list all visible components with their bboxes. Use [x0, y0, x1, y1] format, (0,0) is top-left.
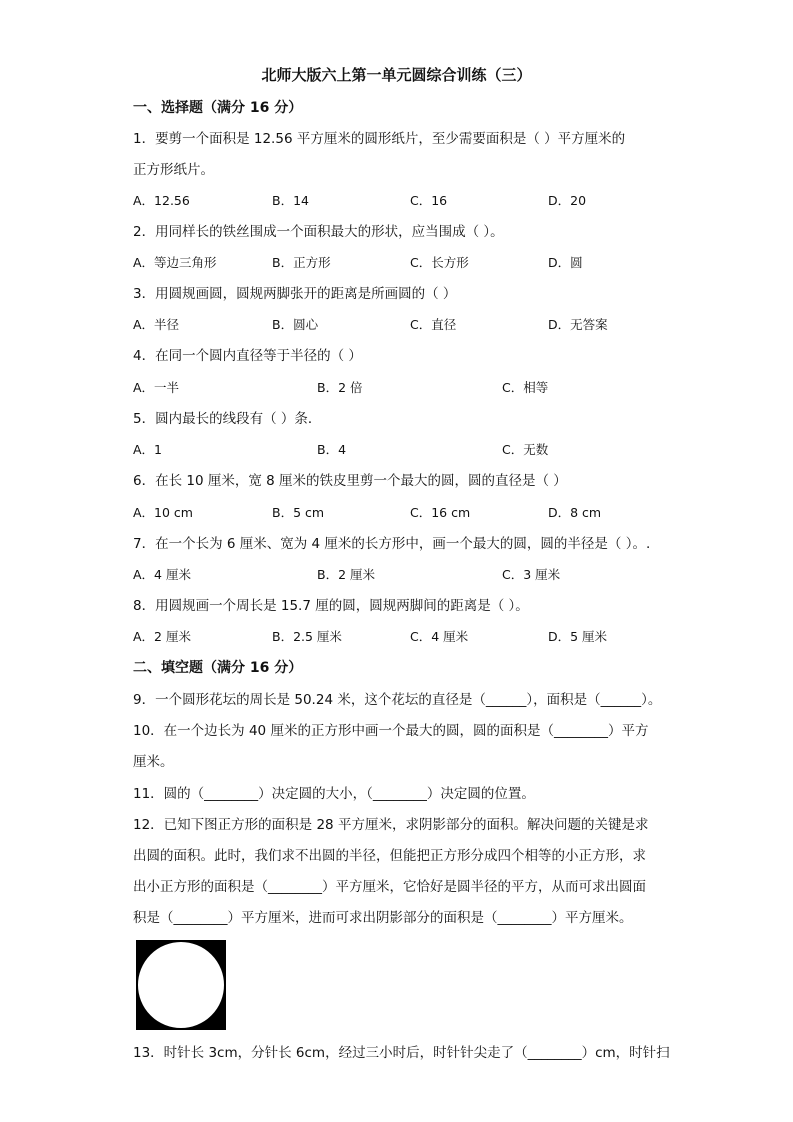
question-8-option-c: C．4 厘米 [410, 629, 469, 644]
question-1-line-1: 1．要剪一个面积是 12.56 平方厘米的圆形纸片，至少需要面积是（ ）平方厘米的 [133, 131, 626, 147]
question-5-option-c: C．无数 [502, 442, 549, 457]
question-12-line-2: 出圆的面积。此时，我们求不出圆的半径，但能把正方形分成四个相等的小正方形，求 [133, 848, 646, 864]
question-7-text: 7．在一个长为 6 厘米、宽为 4 厘米的长方形中，画一个最大的圆，圆的半径是（ ）。. [133, 536, 651, 552]
question-2-text: 2．用同样长的铁丝围成一个面积最大的形状，应当围成（ ）。 [133, 224, 504, 240]
question-9-text: 9．一个圆形花坛的周长是 50.24 米，这个花坛的直径是（______），面积是（______）。 [133, 692, 662, 708]
question-6-option-b: B．5 cm [272, 505, 325, 520]
section-heading-fill-in: 二、填空题（满分 16 分） [133, 660, 303, 676]
question-4-option-a: A．一半 [133, 380, 180, 395]
square-circle-figure [136, 940, 226, 1030]
question-5-text: 5．圆内最长的线段有（ ）条． [133, 411, 322, 427]
question-3-option-a: A．半径 [133, 317, 180, 332]
question-3-text: 3．用圆规画圆，圆规两脚张开的距离是所画圆的（ ） [133, 286, 457, 302]
question-1-line-2: 正方形纸片。 [133, 162, 214, 178]
question-1-option-d: D．20 [548, 193, 587, 208]
question-2-option-a: A．等边三角形 [133, 255, 217, 270]
question-5-option-a: A．1 [133, 442, 163, 457]
question-7-option-c: C．3 厘米 [502, 567, 561, 582]
question-8-text: 8．用圆规画一个周长是 15.7 厘的圆，圆规两脚间的距离是（ ）。 [133, 598, 529, 614]
section-heading-choice: 一、选择题（满分 16 分） [133, 100, 303, 116]
question-3-option-b: B．圆心 [272, 317, 319, 332]
question-12-line-3: 出小正方形的面积是（________）平方厘米，它恰好是圆半径的平方，从而可求出圆面 [133, 879, 646, 895]
question-10-line-2: 厘米。 [133, 754, 174, 770]
question-7-option-a: A．4 厘米 [133, 567, 191, 582]
question-2-option-c: C．长方形 [410, 255, 469, 270]
question-5-option-b: B．4 [317, 442, 347, 457]
question-11-text: 11．圆的（________）决定圆的大小，（________）决定圆的位置。 [133, 786, 535, 802]
question-2-option-d: D．圆 [548, 255, 583, 270]
question-12-line-4: 积是（________）平方厘米，进而可求出阴影部分的面积是（________）平方厘米。 [133, 910, 633, 926]
question-8-option-b: B．2.5 厘米 [272, 629, 342, 644]
question-8-option-a: A．2 厘米 [133, 629, 191, 644]
question-2-option-b: B．正方形 [272, 255, 331, 270]
question-4-option-c: C．相等 [502, 380, 549, 395]
question-10-line-1: 10．在一个边长为 40 厘米的正方形中画一个最大的圆，圆的面积是（________）平方 [133, 723, 649, 739]
question-6-text: 6．在长 10 厘米，宽 8 厘米的铁皮里剪一个最大的圆，圆的直径是（ ） [133, 473, 567, 489]
question-4-text: 4．在同一个圆内直径等于半径的（ ） [133, 348, 362, 364]
question-4-option-b: B．2 倍 [317, 380, 363, 395]
question-6-option-c: C．16 cm [410, 505, 471, 520]
inscribed-circle [138, 942, 225, 1029]
question-13-text: 13．时针长 3cm，分针长 6cm，经过三小时后，时针针尖走了（________）cm，时针扫 [133, 1045, 670, 1061]
question-6-option-a: A．10 cm [133, 505, 193, 520]
question-1-option-c: C．16 [410, 193, 448, 208]
question-3-option-d: D．无答案 [548, 317, 608, 332]
question-7-option-b: B．2 厘米 [317, 567, 376, 582]
question-6-option-d: D．8 cm [548, 505, 602, 520]
question-1-option-a: A．12.56 [133, 193, 190, 208]
question-3-option-c: C．直径 [410, 317, 457, 332]
question-12-line-1: 12．已知下图正方形的面积是 28 平方厘米，求阴影部分的面积。解决问题的关键是求 [133, 817, 649, 833]
page-title: 北师大版六上第一单元圆综合训练（三） [261, 66, 532, 84]
question-8-option-d: D．5 厘米 [548, 629, 608, 644]
question-1-option-b: B．14 [272, 193, 309, 208]
